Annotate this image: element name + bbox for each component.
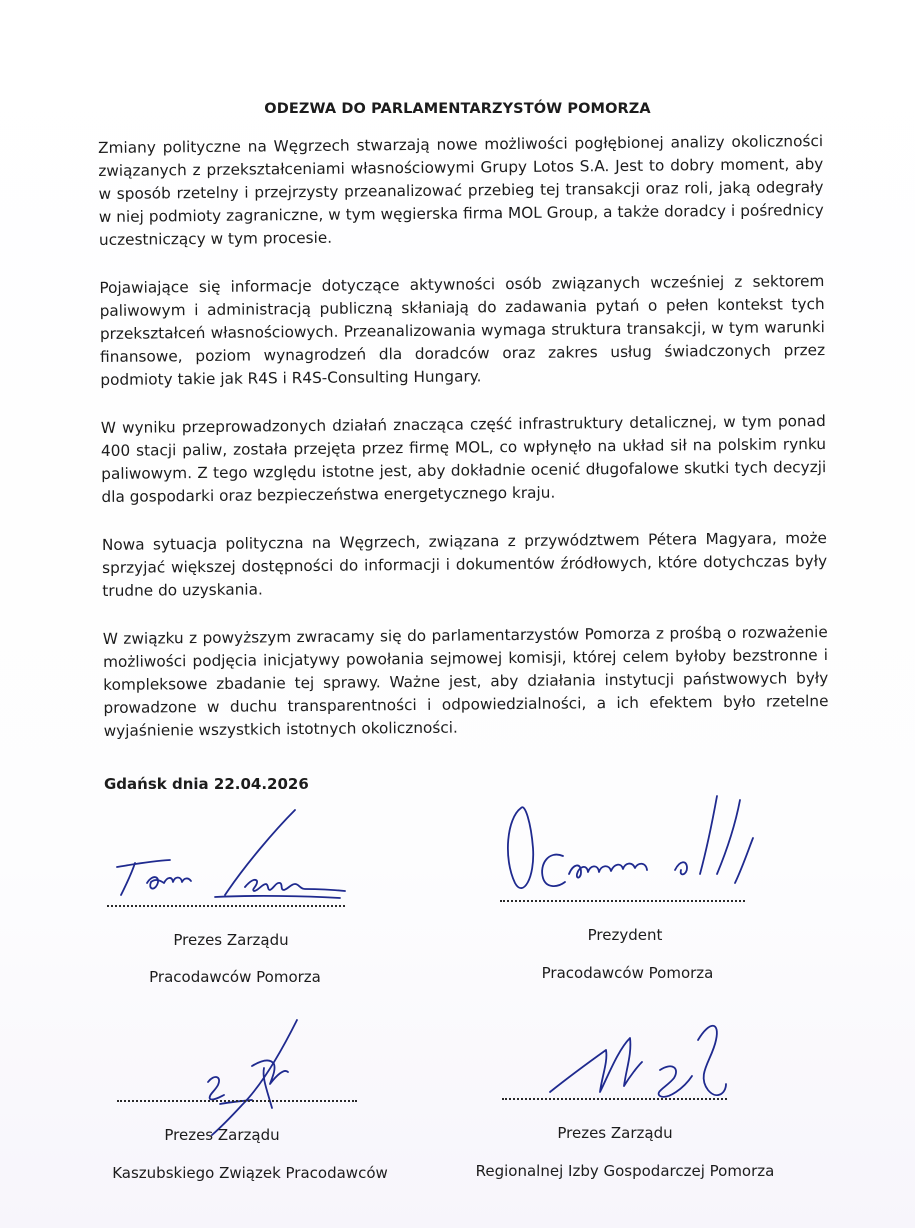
signatory-role-3: Prezes Zarządu bbox=[164, 1126, 280, 1144]
document-title: ODEZWA DO PARLAMENTARZYSTÓW POMORZA bbox=[264, 101, 651, 117]
signature-line-1 bbox=[107, 905, 345, 907]
signature-line-3 bbox=[117, 1100, 357, 1102]
signature-block-2 bbox=[485, 788, 805, 988]
signature-line-4 bbox=[502, 1098, 727, 1100]
paragraph-4: Nowa sytuacja polityczna na Węgrzech, związana z przywództwem Pétera Magyara, może sprzyjać większej dostępności do informacji i dokumentów źródłowych, które dotychczas były trudne do uzyskania. bbox=[101, 529, 828, 600]
signature-line-2 bbox=[500, 900, 745, 902]
paragraph-2: Pojawiające się informacje dotyczące aktywności osób związanych wcześniej z sektorem paliwowym i administracją publiczną skłaniają do zadawania pytań o pełen kontekst tych przekształceń własnościowych. Przeanalizowania wymaga struktura transakcji, w tym warunki finansowe, poziom wynagrodzeń dla doradców oraz zakres usług świadczonych przez podmioty takie jak R4S i R4S-Consulting Hungary. bbox=[99, 272, 826, 389]
signatory-organization-4: Regionalnej Izby Gospodarczej Pomorza bbox=[475, 1162, 775, 1180]
signatory-role-4: Prezes Zarządu bbox=[557, 1124, 673, 1142]
handwritten-signature-4 bbox=[470, 1010, 790, 1130]
signature-block-4 bbox=[470, 1010, 790, 1210]
document-body bbox=[98, 130, 829, 768]
signature-block-3 bbox=[112, 1010, 432, 1210]
paragraph-5: W związku z powyższym zwracamy się do parlamentarzystów Pomorza z prośbą o rozważenie możliwości podjęcia inicjatywy powołania sejmowej komisji, której celem byłoby bezstronne i kompleksowe zbadanie tej sprawy. Ważne jest, aby działania instytucji państwowych były prowadzone w duchu transparentności i odpowiedzialności, a ich efektem było rzetelne wyjaśnienie wszystkich istotnych okoliczności. bbox=[102, 623, 829, 740]
handwritten-signature-2 bbox=[485, 788, 805, 908]
date-line: Gdańsk dnia 22.04.2026 bbox=[104, 775, 309, 793]
signatory-organization-1: Pracodawców Pomorza bbox=[149, 968, 321, 986]
signatory-organization-2: Pracodawców Pomorza bbox=[541, 964, 714, 982]
handwritten-signature-1 bbox=[95, 805, 415, 905]
signature-block-1 bbox=[95, 805, 415, 1005]
signatory-organization-3: Kaszubskiego Związek Pracodawców bbox=[112, 1164, 388, 1182]
signatory-role-2: Prezydent bbox=[587, 926, 663, 944]
signatory-role-1: Prezes Zarządu bbox=[173, 931, 289, 949]
paragraph-1: Zmiany polityczne na Węgrzech stwarzają nowe możliwości pogłębionej analizy okoliczności związanych z przekształceniami własnościowymi Grupy Lotos S.A. Jest to dobry moment, aby w sposób rzetelny i przejrzysty przeanalizować przebieg tej transakcji oraz roli, jaką odegrały w niej podmioty zagraniczne, w tym węgierska firma MOL Group, a także doradcy i pośrednicy uczestniczący w tym procesie. bbox=[98, 132, 824, 249]
paragraph-3: W wyniku przeprowadzonych działań znacząca część infrastruktury detalicznej, w tym ponad 400 stacji paliw, została przejęta przez firmę MOL, co wpłynęło na układ sił na polskim rynku paliwowym. Z tego względu istotne jest, aby dokładnie ocenić długofalowe skutki tych decyzji dla gospodarki oraz bezpieczeństwa energetycznego kraju. bbox=[100, 412, 827, 506]
